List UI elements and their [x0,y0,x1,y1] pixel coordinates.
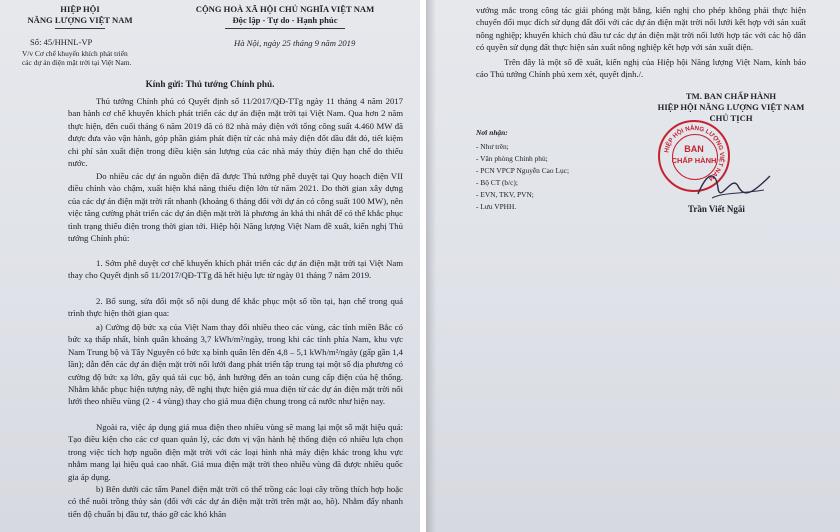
paragraph-6: Ngoài ra, việc áp dụng giá mua điện theo nhiều vùng sẽ mang lại một số mặt hiệu quả: Tạo điều kiện cho các cơ quan quản lý, các đơn vị vận hành hệ thống điện có nhiều lựa chọn trong việc tích hợp nguồn điện mặt trời với các loại hình nhà máy điện khác trong khu vực nhằm mang lại hiệu quả cao nhất. Giá mua điện mặt trời theo nhiều vùng đã được nhiều quốc gia áp dụng. [68,422,403,482]
nation-rule [225,28,345,29]
recipient-item: - Như trên; [476,142,509,151]
paragraph-7: b) Bên dưới các tấm Panel điện mặt trời có thể trồng các loại cây trồng thích hợp hoặc có thể nuôi trồng thủy sản (đối với các dự án điện mặt trời trên mặt ao, hồ). Nhằm đẩy nhanh tiến độ chuẩn bị đầu tư, tháo gỡ các khó khăn [68,484,403,519]
org-header-line1: HIỆP HỘI [60,4,100,14]
paragraph-3: 1. Sớm phê duyệt cơ chế khuyến khích phát triển các dự án điện mặt trời tại Việt Nam thay cho Quyết định số 11/2017/QĐ-TTg đã hết hiệu lực từ ngày 01 tháng 7 năm 2019. [68,258,403,281]
signer-name: Trần Viết Ngãi [688,204,745,214]
recipients-title: Nơi nhận: [476,128,508,137]
sign-line3: CHỦ TỊCH [709,113,753,123]
subject-line1: V/v Cơ chế khuyến khích phát triển [22,49,128,58]
nation-line2: Độc lập - Tự do - Hạnh phúc [232,15,338,25]
paragraph-2: Do nhiều các dự án nguồn điện đã được Thủ tướng phê duyệt tại Quy hoạch điện VII điều chỉnh vào chậm, xuất hiện khả năng thiếu điện lớn từ năm 2021. Do thời gian xây dựng của các dự án điện mặt trời rất nhanh (khoảng 6 tháng đối với dự án có công suất 100 MW), nên việc tăng cường phát triển các dự án điện mặt trời là phương án khả thi nhất để có thể khắc phục tình trạng thiếu điện trong thời gian tới. Hiệp hội Năng lượng Việt Nam đề xuất, kiến nghị Thủ tướng Chính phủ: [68,171,403,244]
handwritten-signature [694,164,774,204]
salutation: Kính gửi: Thủ tướng Chính phủ. [145,79,275,89]
stamp-center-line1: BAN [684,144,704,154]
recipient-item: - Bộ CT (b/c); [476,178,518,187]
paragraph-1: Thủ tướng Chính phủ có Quyết định số 11/2017/QĐ-TTg ngày 11 tháng 4 năm 2017 ban hành cơ chế khuyến khích phát triển các dự án điện mặt trời tại Việt Nam. Qua hơn 2 năm thực hiện, đến cuối tháng 6 năm 2019 đã có 82 nhà máy điện với tổng công suất 4.460 MW đã được đưa vào vận hành, góp phần giảm phát điện từ các nhà máy điện đốt dầu đắt đỏ, tiết kiệm chi phí sản xuất điện trong điều kiện sản lượng của các nhà máy thủy điện hạn chế do thiếu nước. [68,96,403,169]
paragraph-4: 2. Bổ sung, sửa đổi một số nội dung để khắc phục một số tồn tại, hạn chế trong quá trình thực hiện thời gian qua: [68,296,403,319]
sign-line2: HIỆP HỘI NĂNG LƯỢNG VIỆT NAM [657,102,805,112]
recipient-item: - Lưu VPHH. [476,202,517,211]
svg-text:HIỆP HỘI NĂNG LƯỢNG VIỆT NAM: HIỆP HỘI NĂNG LƯỢNG VIỆT NAM [663,124,726,182]
recipient-item: - PCN VPCP Nguyễn Cao Lục; [476,166,570,175]
doc-number: Số: 45/HHNL-VP [30,37,93,47]
letter-page-2 [426,0,840,532]
closing-paragraph: Trên đây là một số đề xuất, kiến nghị của Hiệp hội Năng lượng Việt Nam, kính báo cáo Thủ tướng Chính phủ xem xét, quyết định./. [476,57,806,80]
subject-line2: các dự án điện mặt trời tại Việt Nam. [22,58,132,67]
paragraph-continued: vướng mắc trong công tác giải phóng mặt bằng, kiến nghị cho phép không phải thực hiện chuyển đổi mục đích sử dụng đất đối với các dự án điện mặt trời nối lưới kết hợp với sản xuất nông nghiệp; khuyến khích chủ đầu tư các dự án điện mặt trời nối lưới hợp tác với các hộ dân có quyền sử dụng đất thực hiện sản xuất nông nghiệp kết hợp với sản xuất điện. [476,5,806,53]
sign-line1: TM. BAN CHẤP HÀNH [685,91,777,101]
page-fold-shadow [426,0,436,532]
recipient-item: - EVN, TKV, PVN; [476,190,534,199]
paragraph-5: a) Cường độ bức xạ của Việt Nam thay đổi nhiều theo các vùng, các tỉnh miền Bắc có bức xạ thấp nhất, bình quân khoảng 3,7 kWh/m²/ngày, trong khi các tỉnh phía Nam, khu vực Nam Trung bộ và Tây Nguyên có bức xạ bình quân lên đến 4,8 – 5,1 kWh/m²/ngày (gấp gần 1,4 lần); dẫn đến các dự án điện mặt trời nối lưới đang phát triển tập trung tại một số địa phương có cường độ bức xạ lớn, gây quá tải cục bộ, ảnh hưởng đến an toàn cung cấp điện của hệ thống. Nhằm khắc phục hiện tượng này, đề nghị thực hiện giá mua điện từ các dự án điện mặt trời nối lưới theo nhiều vùng (2 - 4 vùng) thay cho giá mua điện chung trong cả nước như hiện nay. [68,322,403,407]
date-line: Hà Nội, ngày 25 tháng 9 năm 2019 [234,38,356,48]
nation-line1: CỘNG HOÀ XÃ HỘI CHỦ NGHĨA VIỆT NAM [195,4,375,14]
recipient-item: - Văn phòng Chính phủ; [476,154,548,163]
stamp-center-line2: CHẤP HÀNH [671,156,717,165]
org-header-line2: NĂNG LƯỢNG VIỆT NAM [27,15,133,25]
org-header-rule [55,28,105,29]
